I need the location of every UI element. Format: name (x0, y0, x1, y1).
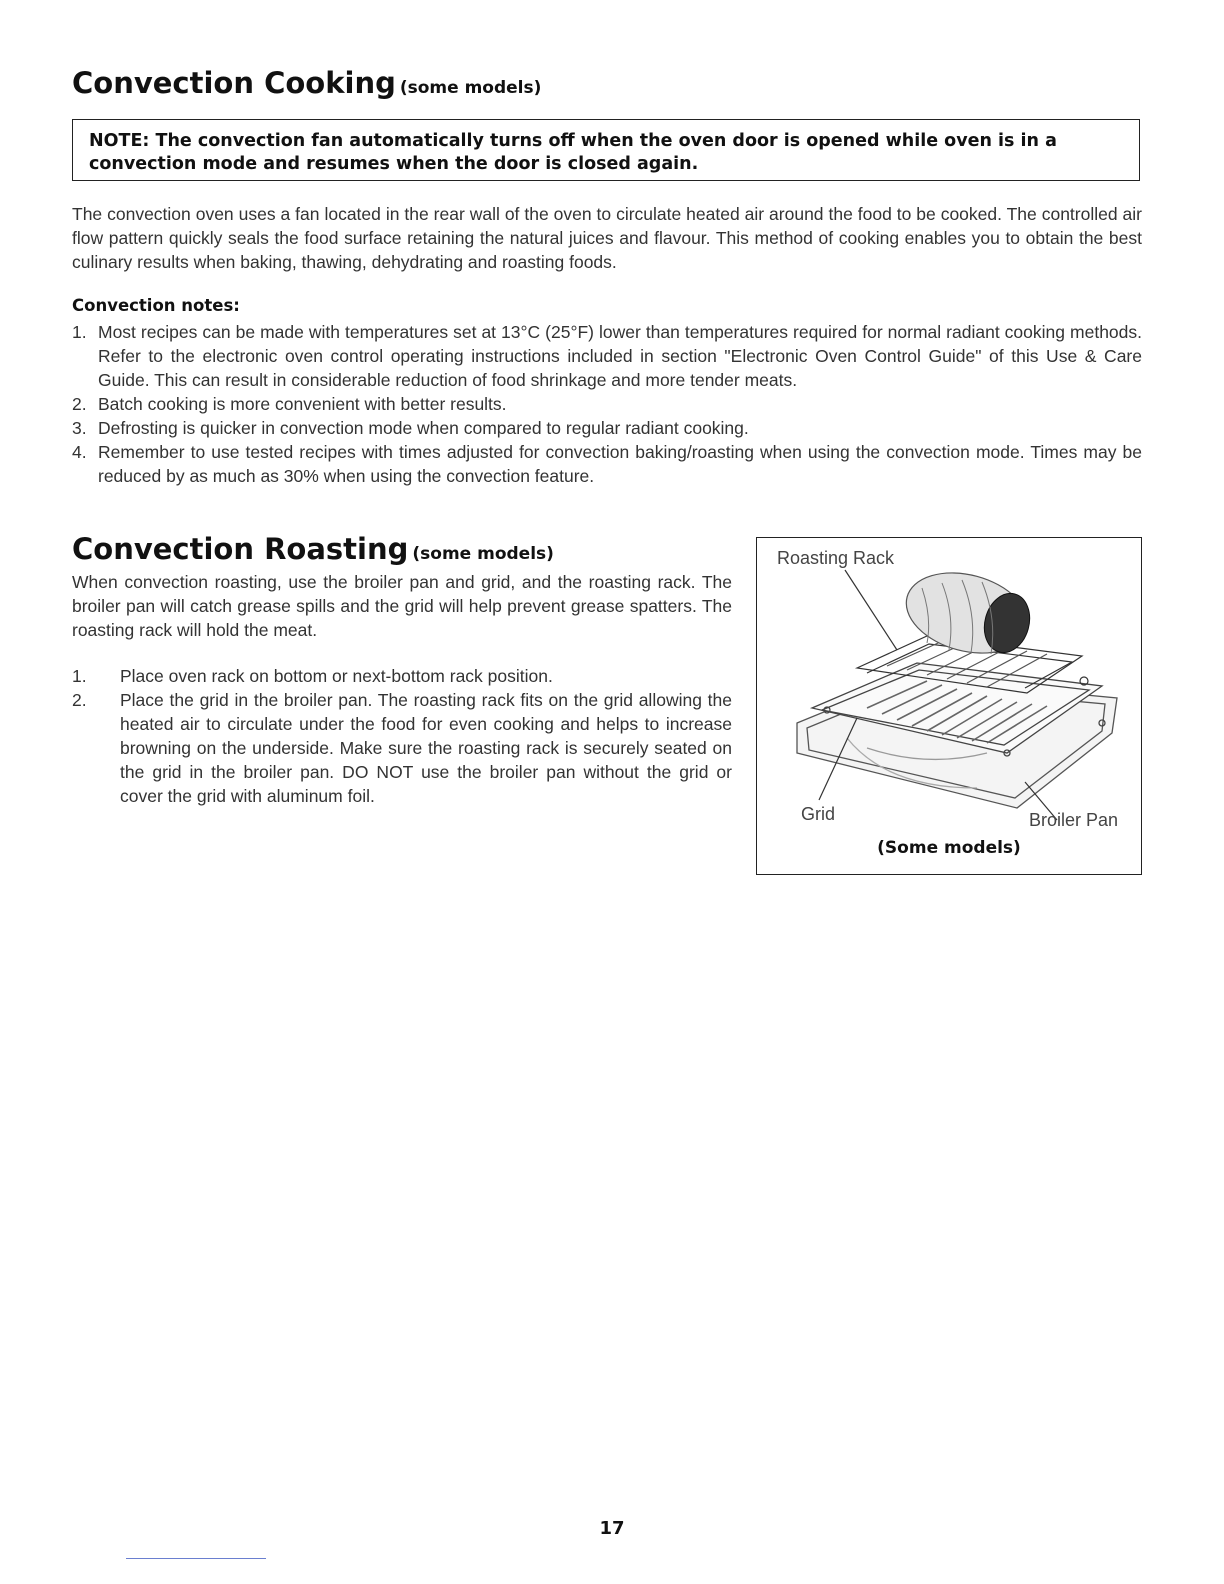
note-number: 1. (72, 322, 87, 342)
broiler-pan-figure (756, 537, 1142, 875)
convection-cooking-title: Convection Cooking (72, 66, 396, 100)
convection-notes-list (72, 320, 1142, 488)
convection-note-item (72, 416, 1142, 440)
note-number: 3. (72, 418, 87, 438)
note-number: 2. (72, 394, 87, 414)
step-number: 2. (72, 690, 87, 710)
convection-roasting-heading (72, 532, 554, 566)
step-number: 1. (72, 666, 87, 686)
note-text: Batch cooking is more convenient with better results. (98, 394, 507, 414)
convection-roasting-steps (72, 664, 732, 808)
step-text: Place oven rack on bottom or next-bottom rack position. (120, 666, 553, 686)
note-text: Defrosting is quicker in convection mode when compared to regular radiant cooking. (98, 418, 749, 438)
page-number: 17 (599, 1518, 625, 1539)
convection-roasting-title: Convection Roasting (72, 532, 409, 566)
convection-roasting-title-suffix: (some models) (412, 544, 554, 564)
roasting-step-item (72, 688, 732, 808)
roast-meat-drawing (897, 560, 1036, 666)
convection-note-item (72, 320, 1142, 392)
roasting-step-item (72, 664, 732, 688)
roasting-rack-label: Roasting Rack (777, 548, 895, 568)
figure-caption: (Some models) (877, 838, 1021, 858)
grid-label: Grid (801, 804, 836, 824)
convection-notes-heading: Convection notes: (72, 296, 240, 315)
broiler-pan-label: Broiler Pan (1029, 810, 1119, 830)
convection-fan-note: NOTE: The convection fan automatically turns off when the oven door is opened while oven is in a convection mode and resumes when the door is closed again. (72, 119, 1140, 181)
note-text: Most recipes can be made with temperatures set at 13°C (25°F) lower than temperatures required for normal radiant cooking methods. Refer to the electronic oven control operating instructions included in section "Electronic Oven Control Guide" of this Use & Care Guide. This can result in considerable reduction of food shrinkage and more tender meats. (98, 322, 1142, 390)
footer-divider (126, 1558, 266, 1559)
convection-note-item (72, 440, 1142, 488)
convection-cooking-title-suffix: (some models) (399, 78, 542, 98)
note-number: 4. (72, 442, 87, 462)
step-text: Place the grid in the broiler pan. The roasting rack fits on the grid allowing the heated air to circulate under the food for even cooking and helps to increase browning on the underside. Make sure the roasting rack is securely seated on the grid in the broiler pan. DO NOT use the broiler pan without the grid or cover the grid with aluminum foil. (120, 690, 732, 806)
convection-note-item (72, 392, 1142, 416)
convection-roasting-intro: When convection roasting, use the broiler pan and grid, and the roasting rack. The broiler pan will catch grease spills and the grid will help prevent grease spatters. The roasting rack will hold the meat. (72, 572, 732, 640)
note-text: Remember to use tested recipes with times adjusted for convection baking/roasting when using the convection mode. Times may be reduced by as much as 30% when using the convection feature. (98, 442, 1142, 486)
convection-cooking-heading (72, 66, 541, 100)
convection-cooking-intro: The convection oven uses a fan located in the rear wall of the oven to circulate heated air around the food to be cooked. The controlled air flow pattern quickly seals the food surface retaining the natural juices and flavour. This method of cooking enables you to obtain the best culinary results when baking, thawing, dehydrating and roasting foods. (72, 204, 1142, 272)
